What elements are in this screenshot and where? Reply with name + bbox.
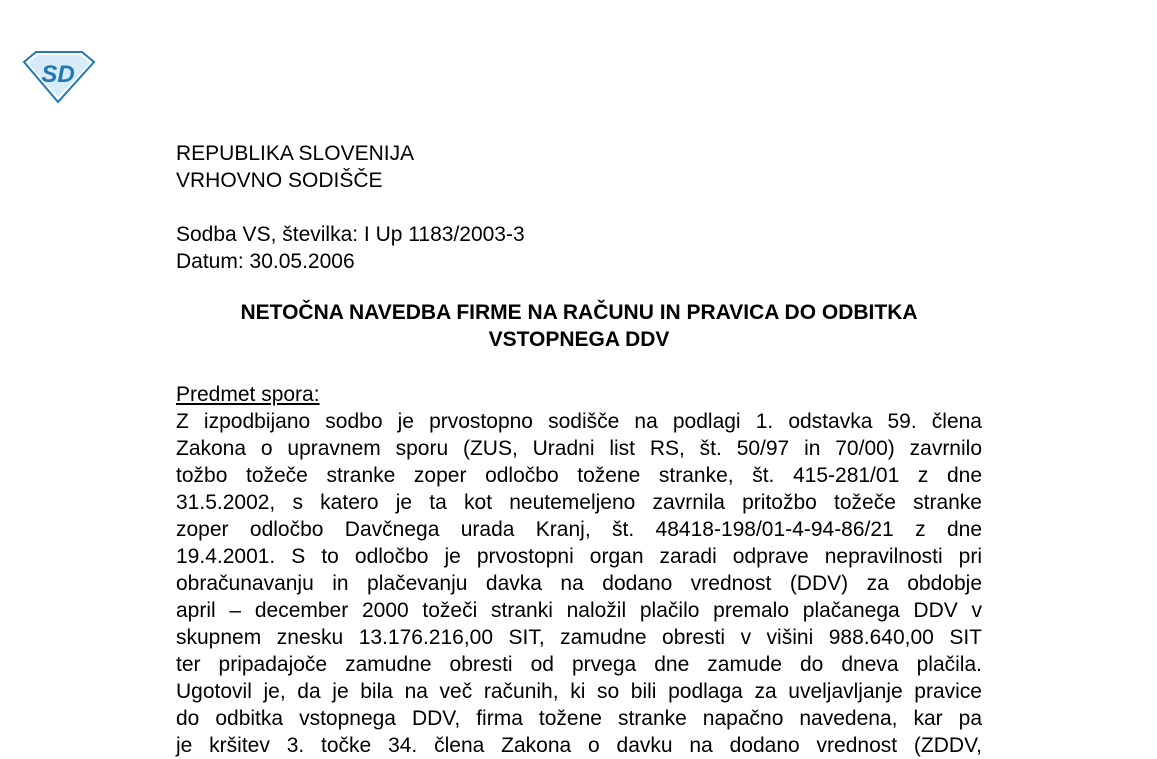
header-country: REPUBLIKA SLOVENIJA xyxy=(176,142,415,165)
section-paragraph xyxy=(176,408,982,759)
paragraph-line: Zakona o upravnem sporu (ZUS, Uradni list RS, št. 50/97 in 70/00) zavrnilo xyxy=(176,437,982,460)
document-title xyxy=(176,299,982,353)
logo-letters: SD xyxy=(41,61,75,88)
paragraph-line: april – december 2000 tožeči stranki naložil plačilo premalo plačanega DDV v xyxy=(176,599,982,622)
paragraph-line: zoper odločbo Davčnega urada Kranj, št. 48418-198/01-4-94-86/21 z dne xyxy=(176,518,982,541)
title-line-1: NETOČNA NAVEDBA FIRME NA RAČUNU IN PRAVICA DO ODBITKA xyxy=(240,301,918,324)
header-court: VRHOVNO SODIŠČE xyxy=(176,169,383,192)
paragraph-line: do odbitka vstopnega DDV, firma tožene stranke napačno navedena, kar pa xyxy=(176,707,982,730)
paragraph-line: tožbo tožeče stranke zoper odločbo tožene stranke, št. 415-281/01 z dne xyxy=(176,464,982,487)
judgment-date: Datum: 30.05.2006 xyxy=(176,250,355,273)
subject-section xyxy=(176,381,982,759)
paragraph-line: obračunavanju in plačevanju davka na dodano vrednost (DDV) za obdobje xyxy=(176,572,982,595)
judgment-reference: Sodba VS, številka: I Up 1183/2003-3 xyxy=(176,223,525,246)
paragraph-line: Ugotovil je, da je bila na več računih, ki so bili podlaga za uveljavljanje pravice xyxy=(176,680,982,703)
paragraph-line: ter pripadajoče zamudne obresti od prvega dne zamude do dneva plačila. xyxy=(176,653,982,676)
paragraph-line: 31.5.2002, s katero je ta kot neutemeljeno zavrnila pritožbo tožeče stranke xyxy=(176,491,982,514)
court-logo xyxy=(22,50,96,104)
title-line-2: VSTOPNEGA DDV xyxy=(488,328,670,351)
paragraph-line: Z izpodbijano sodbo je prvostopno sodišče na podlagi 1. odstavka 59. člena xyxy=(176,410,982,433)
document-body xyxy=(176,140,982,759)
paragraph-line: 19.4.2001. S to odločbo je prvostopni organ zaradi odprave nepravilnosti pri xyxy=(176,545,982,568)
paragraph-line: je kršitev 3. točke 34. člena Zakona o davku na dodano vrednost (ZDDV, xyxy=(176,734,982,757)
section-heading: Predmet spora: xyxy=(176,383,320,406)
paragraph-line: skupnem znesku 13.176.216,00 SIT, zamudne obresti v višini 988.640,00 SIT xyxy=(176,626,982,649)
